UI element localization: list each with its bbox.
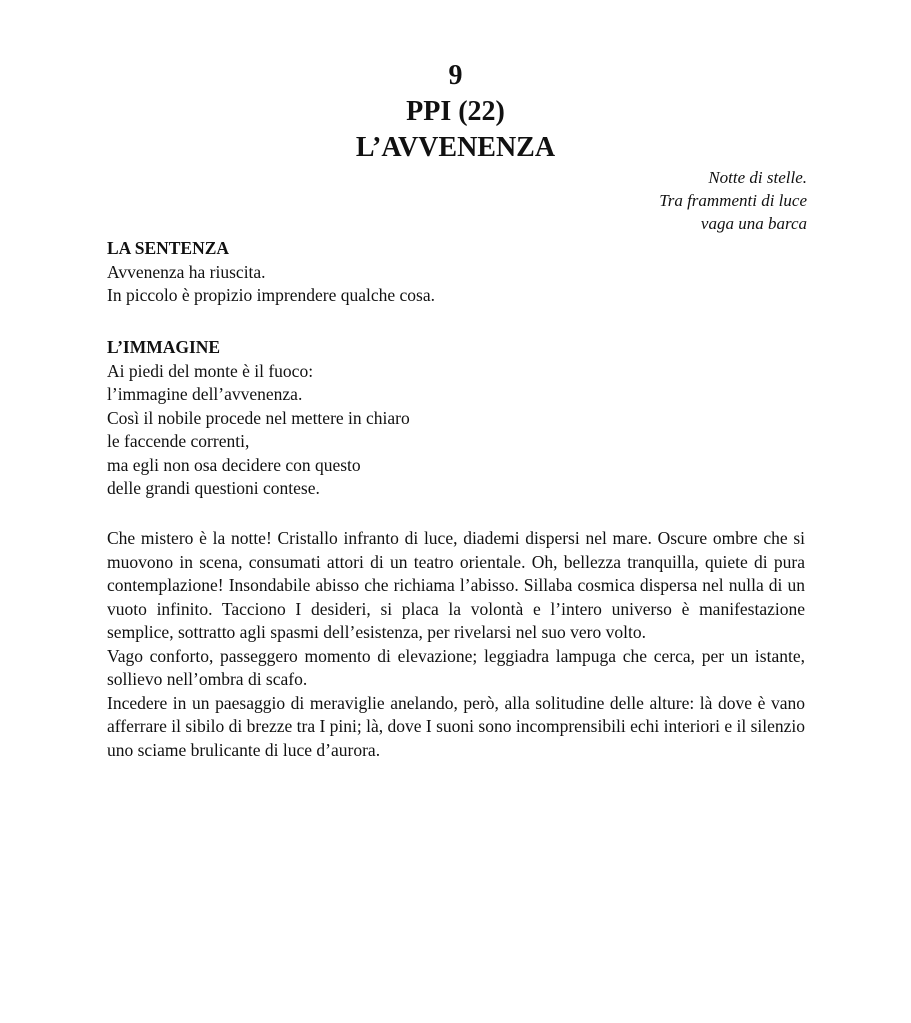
- sentenza-line: Avvenenza ha riuscita.: [107, 261, 266, 282]
- immagine-heading: L’IMMAGINE: [107, 337, 221, 357]
- immagine-section: [107, 336, 805, 501]
- prose-section: [107, 527, 805, 762]
- immagine-line: Ai piedi del monte è il fuoco:: [107, 360, 314, 381]
- prose-paragraph: Incedere in un paesaggio di meraviglie anelando, però, alla solitudine delle alture: là dove è vano afferrare il sibilo di brezze tra I pini; là, dove I suoni sono incomprensibili echi interiori e il silenzio uno sciame brulicante di luce d’aurora.: [107, 692, 806, 760]
- chapter-title: L’AVVENENZA: [355, 132, 556, 163]
- immagine-line: le faccende correnti,: [107, 431, 250, 451]
- prose-paragraph: Che mistero è la notte! Cristallo infranto di luce, diademi dispersi nel mare. Oscure ombre che si muovono in scena, consumati attori di un teatro orientale. Oh, bellezza tranquilla, quiete di pura contemplazione! Insondabile abisso che richiama l’abisso. Sillaba cosmica dispersa nel nulla di un vuoto infinito. Tacciono I desideri, si placa la volontà e l’intero universo è manifestazione semplice, sottratto agli spasmi dell’esistenza, per rivelarsi nel suo vero volto.: [107, 528, 805, 642]
- chapter-code: PPI (22): [406, 96, 505, 127]
- immagine-line: l’immagine dell’avvenenza.: [107, 384, 303, 404]
- sentenza-section: [107, 237, 805, 308]
- epigraph-line: Notte di stelle.: [708, 168, 807, 187]
- chapter-number: 9: [448, 60, 463, 91]
- immagine-line: ma egli non osa decidere con questo: [107, 454, 361, 475]
- sentenza-heading: LA SENTENZA: [107, 238, 230, 258]
- immagine-line: Così il nobile procede nel mettere in chiaro: [107, 407, 410, 428]
- epigraph-line: Tra frammenti di luce: [659, 191, 807, 210]
- immagine-line: delle grandi questioni contese.: [107, 478, 320, 498]
- sentenza-line: In piccolo è propizio imprendere qualche cosa.: [107, 285, 435, 305]
- title-block: [0, 58, 911, 166]
- epigraph: [659, 166, 807, 235]
- prose-paragraph: Vago conforto, passeggero momento di elevazione; leggiadra lampuga che cerca, per un istante, sollievo nell’ombra di scafo.: [107, 645, 805, 689]
- epigraph-line: vaga una barca: [700, 214, 807, 233]
